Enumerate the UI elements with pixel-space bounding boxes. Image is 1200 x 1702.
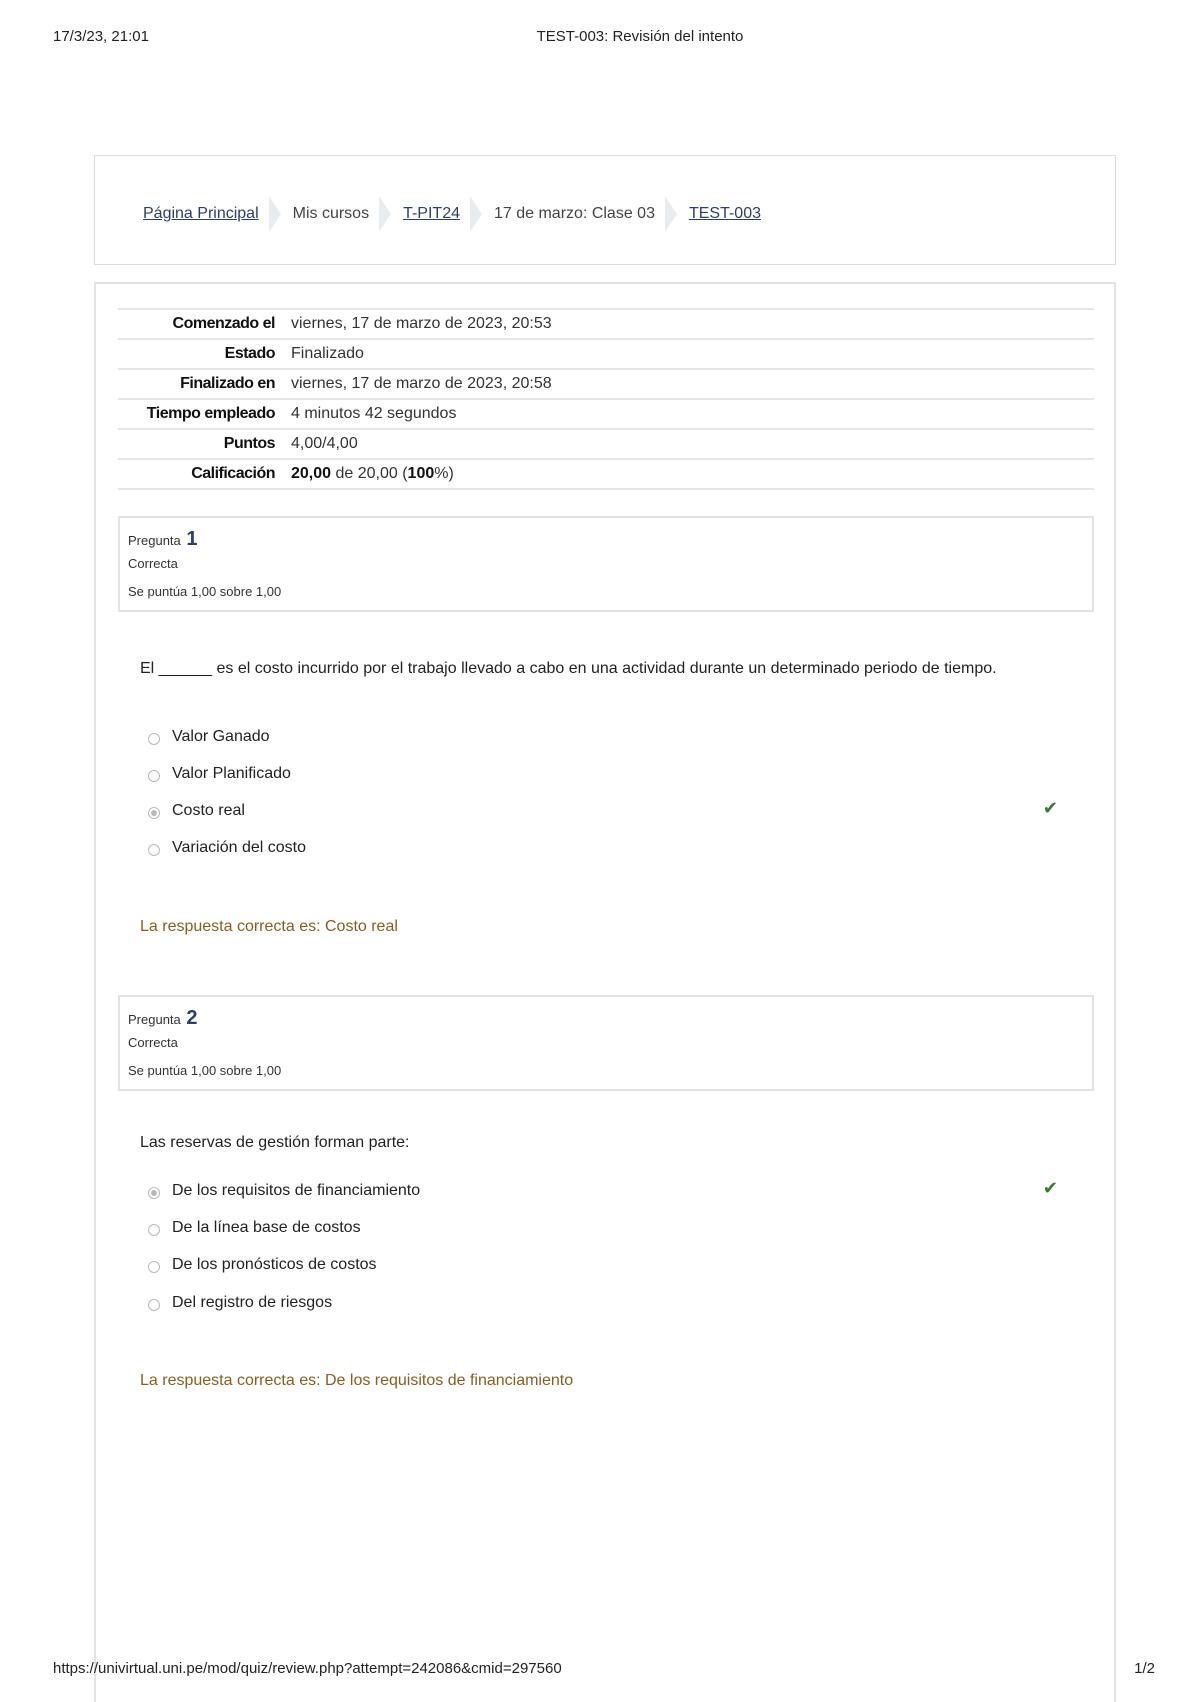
right-answer-feedback: La respuesta correcta es: Costo real	[140, 918, 398, 935]
option-label: Valor Planificado	[172, 765, 291, 782]
breadcrumb-separator	[470, 196, 482, 232]
breadcrumb-my-courses: Mis cursos	[292, 205, 370, 222]
radio-button-selected[interactable]	[148, 1187, 160, 1199]
answer-option[interactable]	[148, 765, 1068, 789]
grade-end: %)	[434, 465, 454, 482]
radio-button-selected[interactable]	[148, 807, 160, 819]
breadcrumb-container	[94, 155, 1116, 265]
attempt-summary-table	[118, 308, 1094, 490]
radio-button[interactable]	[148, 1224, 160, 1236]
check-icon: ✔	[1042, 1178, 1058, 1198]
radio-button[interactable]	[148, 770, 160, 782]
summary-row-state	[118, 339, 1094, 369]
question-number-value: 1	[186, 528, 198, 550]
answer-option[interactable]	[148, 839, 1068, 863]
summary-label: Tiempo empleado	[146, 405, 275, 422]
breadcrumb-home[interactable]: Página Principal	[143, 205, 259, 222]
summary-row-started	[118, 309, 1094, 339]
question-state: Correcta	[128, 556, 178, 571]
quiz-review-region	[94, 282, 1116, 1702]
question-text: Las reservas de gestión forman parte:	[140, 1134, 410, 1151]
option-label: Variación del costo	[172, 839, 306, 856]
print-page-number: 1/2	[1134, 1660, 1155, 1677]
question-number-value: 2	[186, 1007, 198, 1029]
question-label: Pregunta	[128, 533, 181, 548]
answer-option[interactable]	[148, 728, 1068, 752]
summary-row-time	[118, 399, 1094, 429]
question-info-1	[118, 516, 1094, 612]
question-grade: Se puntúa 1,00 sobre 1,00	[128, 584, 282, 599]
option-label: De los pronósticos de costos	[172, 1256, 377, 1273]
summary-label: Calificación	[191, 465, 275, 482]
summary-label: Estado	[224, 345, 275, 362]
option-label: De los requisitos de financiamiento	[172, 1182, 421, 1199]
print-title: TEST-003: Revisión del intento	[536, 28, 744, 45]
summary-value: Finalizado	[291, 345, 364, 362]
summary-label: Puntos	[223, 435, 275, 452]
question-number	[128, 528, 198, 551]
answer-option[interactable]	[148, 1256, 1068, 1280]
answer-option-selected[interactable]	[148, 798, 1068, 826]
question-grade: Se puntúa 1,00 sobre 1,00	[128, 1063, 282, 1078]
breadcrumb-section: 17 de marzo: Clase 03	[493, 205, 655, 222]
question-text: El ______ es el costo incurrido por el trabajo llevado a cabo en una actividad durante un determinado periodo de tiempo.	[140, 660, 997, 677]
summary-row-marks	[118, 429, 1094, 459]
radio-button[interactable]	[148, 1261, 160, 1273]
radio-button[interactable]	[148, 733, 160, 745]
answer-option-selected[interactable]	[148, 1178, 1068, 1206]
option-label: Costo real	[172, 802, 245, 819]
breadcrumb-separator	[379, 196, 391, 232]
grade-percent: 100	[407, 465, 435, 482]
summary-label: Comenzado el	[172, 315, 275, 332]
question-info-2	[118, 995, 1094, 1091]
summary-row-grade	[118, 459, 1094, 489]
question-label: Pregunta	[128, 1012, 181, 1027]
question-state: Correcta	[128, 1035, 178, 1050]
summary-value: viernes, 17 de marzo de 2023, 20:58	[291, 375, 552, 392]
summary-value: 4 minutos 42 segundos	[291, 405, 457, 422]
radio-button[interactable]	[148, 1299, 160, 1311]
print-date: 17/3/23, 21:01	[53, 28, 149, 45]
answer-option[interactable]	[148, 1294, 1068, 1318]
summary-label: Finalizado en	[180, 375, 275, 392]
breadcrumb	[143, 196, 761, 232]
right-answer-feedback: La respuesta correcta es: De los requisitos de financiamiento	[140, 1372, 574, 1389]
print-header	[0, 28, 1200, 48]
summary-value	[291, 459, 1094, 489]
summary-value: viernes, 17 de marzo de 2023, 20:53	[291, 315, 552, 332]
option-label: De la línea base de costos	[172, 1219, 361, 1236]
question-number	[128, 1007, 198, 1030]
option-label: Del registro de riesgos	[172, 1294, 333, 1311]
summary-value: 4,00/4,00	[291, 435, 358, 452]
check-icon: ✔	[1042, 798, 1058, 818]
breadcrumb-course[interactable]: T-PIT24	[403, 205, 460, 222]
summary-row-finished	[118, 369, 1094, 399]
grade-score: 20,00	[291, 465, 332, 482]
option-label: Valor Ganado	[172, 728, 270, 745]
breadcrumb-quiz[interactable]: TEST-003	[688, 205, 761, 222]
answer-option[interactable]	[148, 1219, 1068, 1243]
breadcrumb-separator	[665, 196, 677, 232]
breadcrumb-separator	[269, 196, 281, 232]
radio-button[interactable]	[148, 844, 160, 856]
grade-out-of: de 20,00 (	[331, 465, 408, 482]
print-url: https://univirtual.uni.pe/mod/quiz/review.php?attempt=242086&cmid=297560	[53, 1660, 562, 1677]
